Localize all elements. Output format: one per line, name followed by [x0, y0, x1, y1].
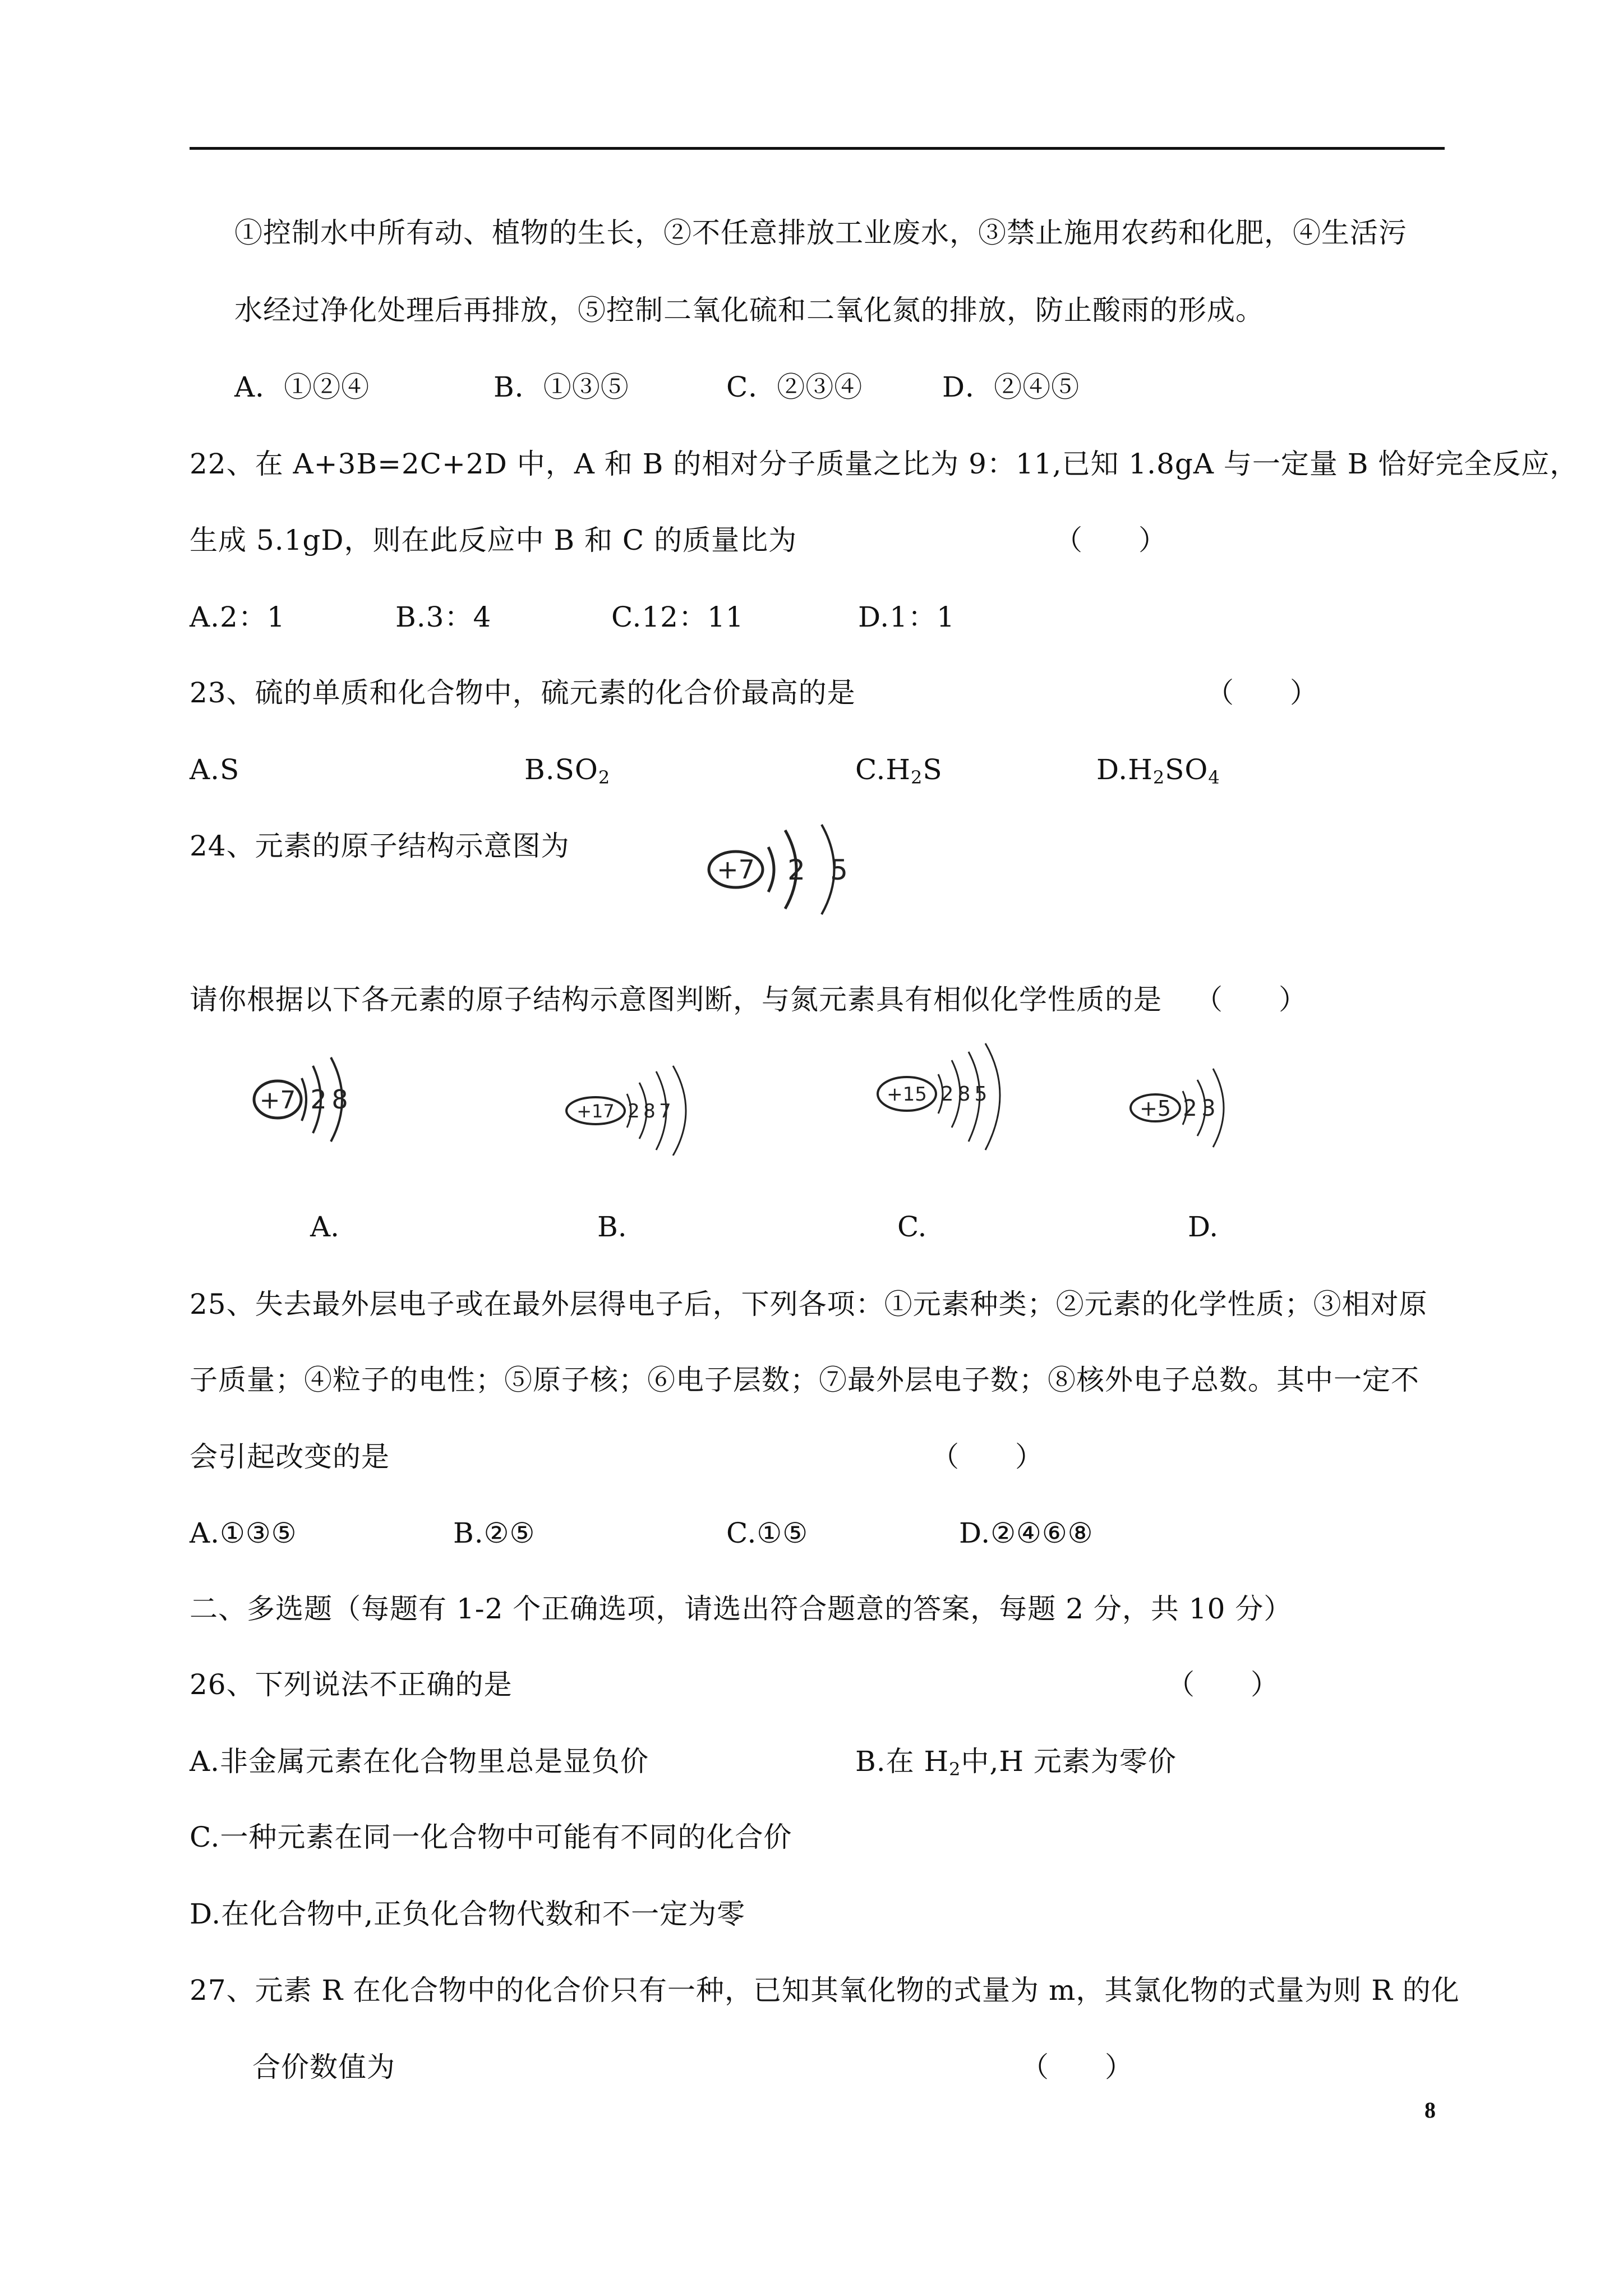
q26-answer-paren: （ ）: [1166, 1668, 1279, 1701]
option-a-nucleus: +7: [259, 1086, 296, 1115]
q23-option-d: $D.H_2SO_4$: [1096, 753, 1220, 788]
option-b-shell-1: 2: [628, 1100, 640, 1122]
q21-option-d: D．②④⑤: [942, 371, 1080, 403]
q22-answer-paren: （ ）: [1054, 524, 1166, 556]
q25-option-c: C.①⑤: [726, 1517, 809, 1549]
section2-heading: 二、多选题（每题有 1-2 个正确选项，请选出符合题意的答案，每题 2 分，共 10 分）: [190, 1593, 1293, 1625]
option-b-nucleus: +17: [577, 1101, 615, 1122]
q25-option-b: B.②⑤: [453, 1517, 536, 1549]
header-rule: [190, 147, 1445, 150]
q23-answer-paren: （ ）: [1206, 677, 1318, 709]
q25-option-d: D.②④⑥⑧: [959, 1517, 1094, 1549]
q22-option-c: C.12：11: [611, 601, 744, 633]
q22-option-d: D.1：1: [858, 601, 955, 633]
q23-option-c: $C.H_2S$: [855, 753, 943, 788]
q22-option-a: A.2：1: [190, 601, 285, 633]
diagram-label-d: D.: [1188, 1211, 1219, 1243]
q24-answer-paren: （ ）: [1195, 983, 1307, 1016]
diagram-label-a: A.: [310, 1211, 340, 1243]
q21-stem-line1: ①控制水中所有动、植物的生长，②不任意排放工业废水，③禁止施用农药和化肥，④生活污: [234, 217, 1407, 249]
option-d-nucleus: +5: [1139, 1096, 1172, 1121]
diagram-option-d: [1124, 1057, 1270, 1153]
diagram-label-c: C.: [897, 1211, 927, 1243]
diagram-label-b: B.: [597, 1211, 627, 1243]
nitrogen-nucleus-label: +7: [717, 854, 755, 885]
q24-stem: 24、元素的原子结构示意图为: [190, 830, 570, 862]
q21-option-a: A．①②④: [234, 371, 370, 403]
option-c-shell-2: 8: [957, 1083, 971, 1106]
q22-stem-line2: 生成 5.1gD，则在此反应中 B 和 C 的质量比为: [190, 524, 797, 556]
q25-stem-line3: 会引起改变的是: [190, 1441, 390, 1473]
q25-stem-line2: 子质量；④粒子的电性；⑤原子核；⑥电子层数；⑦最外层电子数；⑧核外电子总数。其中一定不: [190, 1364, 1419, 1396]
nitrogen-shell-2: 5: [830, 854, 848, 886]
q26-option-d: D.在化合物中,正负化合物代数和不一定为零: [190, 1898, 746, 1930]
option-c-nucleus: +15: [887, 1083, 927, 1106]
q25-stem-line1: 25、失去最外层电子或在最外层得电子后，下列各项：①元素种类；②元素的化学性质；③相对原: [190, 1288, 1428, 1320]
option-b-shell-2: 8: [643, 1100, 656, 1122]
option-d-shell-1: 2: [1183, 1096, 1197, 1121]
q21-option-b: B．①③⑤: [494, 371, 629, 403]
q26-option-c: C.一种元素在同一化合物中可能有不同的化合价: [190, 1821, 792, 1853]
option-a-shell-2: 8: [331, 1084, 348, 1115]
option-d-shell-2: 3: [1201, 1096, 1216, 1121]
q23-option-b: $B.SO_2$: [524, 753, 611, 788]
option-c-shell-1: 2: [940, 1083, 954, 1106]
q23-option-a: A.S: [190, 753, 240, 786]
q25-answer-paren: （ ）: [931, 1441, 1043, 1473]
q27-stem-line2: 合价数值为: [252, 2051, 395, 2083]
q21-option-c: C．②③④: [726, 371, 863, 403]
q21-stem-line2: 水经过净化处理后再排放，⑤控制二氧化硫和二氧化氮的排放，防止酸雨的形成。: [234, 294, 1264, 326]
q26-stem: 26、下列说法不正确的是: [190, 1668, 513, 1701]
diagram-option-a: [247, 1043, 393, 1156]
diagram-option-b: [561, 1055, 740, 1156]
diagram-option-c: [872, 1038, 1063, 1156]
q23-stem: 23、硫的单质和化合物中，硫元素的化合价最高的是: [190, 677, 856, 709]
option-a-shell-1: 2: [310, 1084, 327, 1115]
q26-option-b: B.在 $H_2$中,H 元素为零价: [855, 1745, 1177, 1780]
q25-option-a: A.①③⑤: [190, 1517, 297, 1549]
q26-option-a: A.非金属元素在化合物里总是显负价: [190, 1745, 649, 1778]
q27-stem-line1: 27、元素 R 在化合物中的化合价只有一种，已知其氧化物的式量为 m，其氯化物的式量为则 R 的化: [190, 1974, 1460, 2007]
q22-stem-line1: 22、在 A+3B=2C+2D 中，A 和 B 的相对分子质量之比为 9：11,已知 1.8gA 与一定量 B 恰好完全反应，: [190, 448, 1579, 480]
q22-option-b: B.3：4: [395, 601, 492, 633]
nitrogen-shell-1: 2: [787, 854, 805, 886]
option-b-shell-3: 7: [659, 1100, 671, 1122]
option-c-shell-3: 5: [974, 1083, 988, 1106]
q24-question: 请你根据以下各元素的原子结构示意图判断，与氮元素具有相似化学性质的是: [190, 983, 1162, 1016]
q27-answer-paren: （ ）: [1021, 2051, 1133, 2083]
nitrogen-atom-diagram: [701, 813, 886, 926]
page-number: 8: [1424, 2097, 1436, 2123]
